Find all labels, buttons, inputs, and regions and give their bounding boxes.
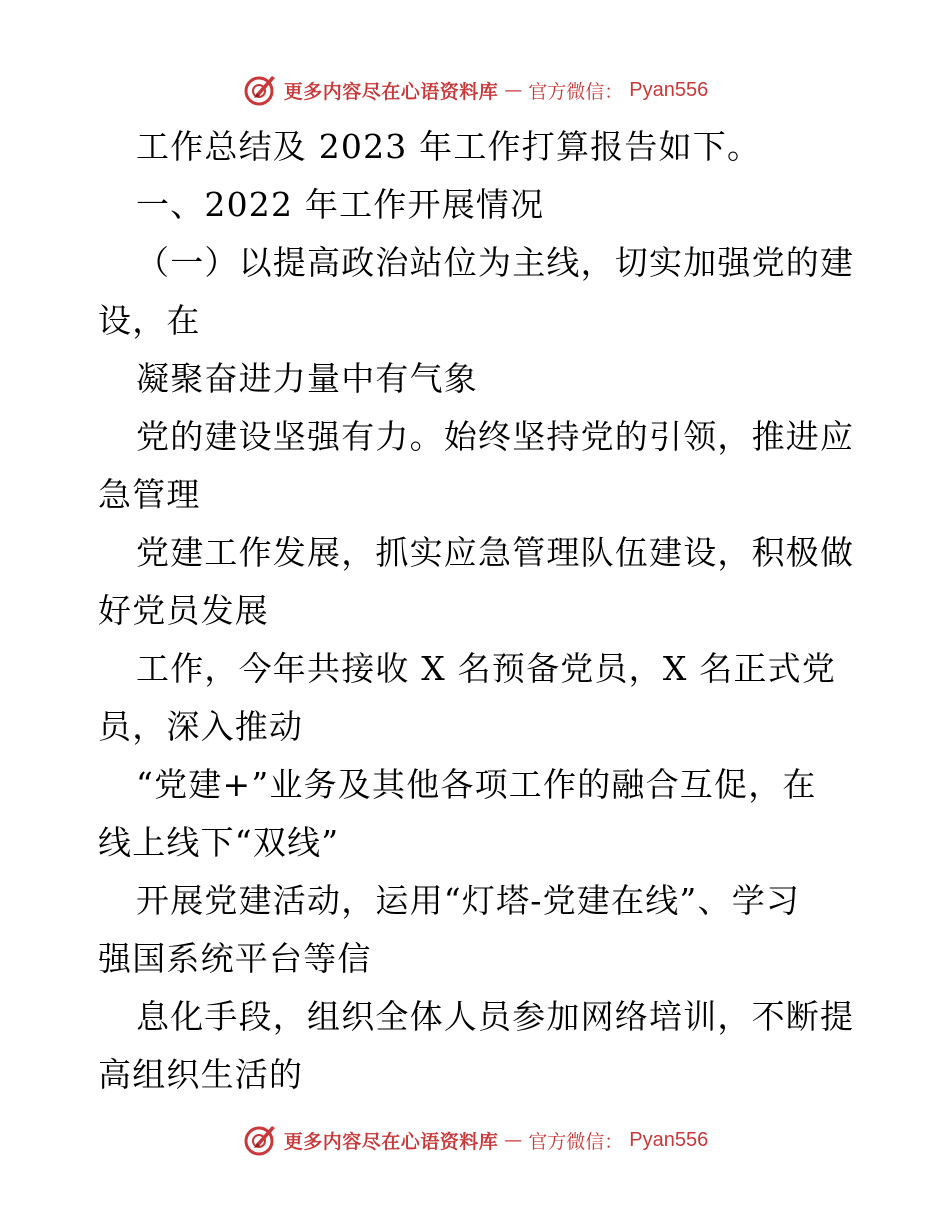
- text-line: 党的建设坚强有力。始终坚持党的引领，推进应: [136, 417, 855, 456]
- document-body: [98, 118, 854, 1104]
- text-line: 设，在: [98, 301, 201, 340]
- watermark-label: 官方微信：: [528, 1130, 624, 1153]
- text-line: 急管理: [98, 475, 201, 514]
- watermark-label: 官方微信：: [528, 80, 624, 103]
- watermark-title: 更多内容尽在心语资料库: [283, 1130, 499, 1153]
- subsection-heading: （一）以提高政治站位为主线，切实加强党的建: [136, 243, 855, 282]
- text-line: 好党员发展: [98, 591, 269, 630]
- text-line: 工作总结及 2023 年工作打算报告如下。: [136, 127, 762, 166]
- text-line: 党建工作发展，抓实应急管理队伍建设，积极做: [136, 533, 855, 572]
- text-line: 高组织生活的: [98, 1055, 304, 1094]
- text-line: 线上线下“双线”: [98, 823, 340, 862]
- watermark-dash: —: [504, 79, 523, 101]
- text-line: “党建+”业务及其他各项工作的融合互促，在: [136, 765, 817, 804]
- watermark-dash: —: [504, 1129, 523, 1151]
- text-line: 强国系统平台等信: [98, 939, 372, 978]
- watermark-title: 更多内容尽在心语资料库: [283, 80, 499, 103]
- text-line: 工作，今年共接收 X 名预备党员，X 名正式党: [136, 649, 837, 688]
- section-heading: 一、2022 年工作开展情况: [136, 185, 545, 224]
- text-line: 开展党建活动，运用“灯塔-党建在线”、学习: [136, 881, 801, 920]
- quill-logo-icon: [242, 1122, 278, 1158]
- text-line: 凝聚奋进力量中有气象: [136, 359, 478, 398]
- watermark-wechat-id: Pyan556: [629, 78, 709, 101]
- footer-watermark: [0, 1120, 950, 1160]
- text-line: 息化手段，组织全体人员参加网络培训，不断提: [136, 997, 855, 1036]
- header-watermark: [0, 70, 950, 110]
- watermark-wechat-id: Pyan556: [629, 1128, 709, 1151]
- text-line: 员，深入推动: [98, 707, 304, 746]
- quill-logo-icon: [242, 72, 278, 108]
